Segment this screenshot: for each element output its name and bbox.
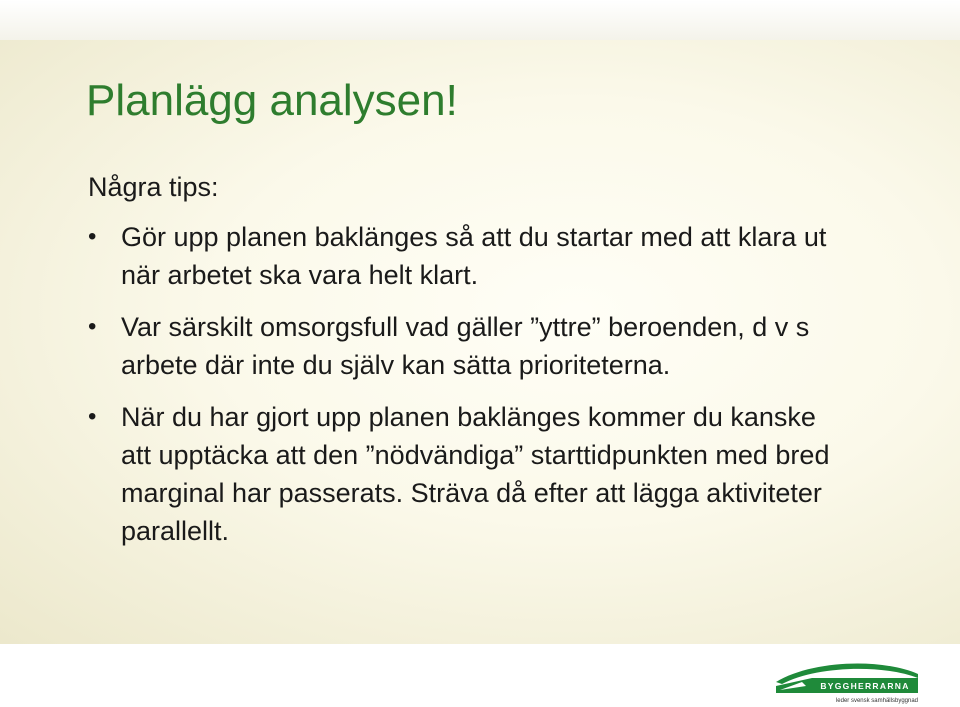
bullet-text: När du har gjort upp planen baklänges kommer du kanske att upptäcka att den ”nödvändiga” starttidpunkten med bred marginal har passerats. Sträva då efter att lägga aktiviteter parallellt. <box>121 402 830 546</box>
bullet-item <box>88 308 848 384</box>
bullet-text: Var särskilt omsorgsfull vad gäller ”yttre” beroenden, d v s arbete där inte du själv kan sätta prioriteterna. <box>121 312 810 380</box>
logo-graphic <box>772 656 922 706</box>
logo-tagline: leder svensk samhällsbyggnad <box>835 698 918 704</box>
bullet-item <box>88 218 848 294</box>
bullet-text: Gör upp planen baklänges så att du startar med att klara ut när arbetet ska vara helt klart. <box>121 222 827 290</box>
bullet-dot-icon: • <box>88 313 97 340</box>
bullet-item <box>88 398 848 550</box>
top-band <box>0 0 960 40</box>
intro-text: Några tips: <box>88 172 219 202</box>
bullet-dot-icon: • <box>88 403 97 430</box>
logo-name: BYGGHERRARNA <box>820 681 910 691</box>
byggherrarna-logo <box>772 656 922 706</box>
bullet-dot-icon: • <box>88 223 97 250</box>
slide-title: Planlägg analysen! <box>86 76 458 125</box>
bullet-list <box>88 218 848 564</box>
